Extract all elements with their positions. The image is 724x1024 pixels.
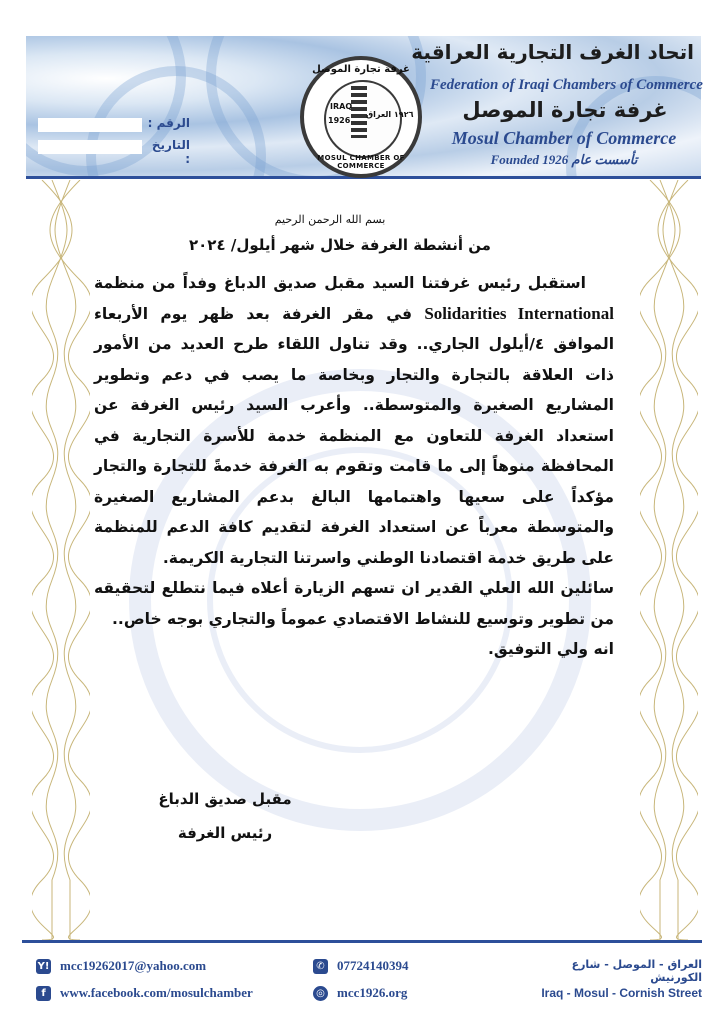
right-border-ornament <box>640 180 698 940</box>
address-arabic: العراق - الموصل - شارع الكورنيش <box>571 958 702 984</box>
seal-year-arabic: ١٩٢٦ العراق <box>366 110 414 119</box>
whatsapp-icon: ✆ <box>313 959 328 974</box>
address-english: Iraq - Mosul - Cornish Street <box>541 986 702 1000</box>
date-redaction <box>38 140 142 154</box>
email-text: mcc19262017@yahoo.com <box>60 958 207 973</box>
phone-contact[interactable] <box>313 958 409 974</box>
signatory-title: رئيس الغرفة <box>177 824 273 842</box>
facebook-contact[interactable] <box>36 985 253 1001</box>
founded-text: Founded 1926 تأسست عام <box>490 152 638 167</box>
facebook-icon: f <box>36 986 51 1001</box>
email-contact[interactable] <box>36 958 206 974</box>
paragraph-2: سائلين الله العلي القدير ان تسهم الزيارة أعلاه فيما نتطلع لتحقيقه من تطوير وتوسيع للنشاط الاقتصادي عموماً والتجاري بوجه خاص.. <box>94 579 614 628</box>
left-border-ornament <box>32 180 90 940</box>
facebook-text: www.facebook.com/mosulchamber <box>60 985 253 1000</box>
website-text: mcc1926.org <box>337 985 408 1000</box>
chamber-name-arabic: غرفة تجارة الموصل <box>462 98 668 122</box>
number-label: الرقم : <box>147 116 190 130</box>
number-redaction <box>38 118 142 132</box>
letter-body <box>94 268 614 665</box>
chamber-name-english: Mosul Chamber of Commerce <box>451 128 677 148</box>
basmala: بسم الله الرحمن الرحيم <box>274 213 386 226</box>
paragraph-3: انه ولي التوفيق. <box>488 640 614 658</box>
seal-top-text: غرفة تجارة الموصل <box>312 64 410 75</box>
seal-iraq-text: IRAQ <box>330 102 353 111</box>
organization-name: Solidarities International <box>424 303 614 323</box>
minaret-icon <box>351 86 367 138</box>
footer-divider <box>22 940 702 943</box>
date-label: التاريخ : <box>151 138 190 166</box>
federation-name-arabic: اتحاد الغرف التجارية العراقية <box>411 40 694 64</box>
paragraph-1-body: في مقر الغرفة بعد ظهر يوم الأربعاء الموافق ٤/أيلول الجاري.. وقد تناول اللقاء طرح العديد من الأمور ذات العلاقة بالتجارة والتجار وبخاصة ما يصب في دعم وتطوير المشاريع الصغيرة والمتوسطة.. وأعرب السيد رئيس الغرفة عن استعداد الغرفة للتعاون مع المنظمة خدمة للأسرة التجارية في المحافظة منوهاً إلى ما قامت وتقوم به الغرفة خدمةً للتجارة والتجار مؤكداً على سعيها واهتمامها البالغ بدعم المشاريع الصغيرة والمتوسطة معرباً عن استعداد الغرفة لتقديم كافة الدعم للمنظمة على طريق خدمة اقتصادنا الوطني واسرتنا التجارية الكريمة. <box>94 304 615 567</box>
paragraph-1 <box>94 268 614 573</box>
chamber-seal-logo <box>300 56 422 178</box>
federation-name-english: Federation of Iraqi Chambers of Commerce <box>430 77 703 93</box>
phone-text: 07724140394 <box>337 958 409 973</box>
signatory-name: مقبل صديق الدباغ <box>158 790 292 808</box>
globe-icon: ◎ <box>313 986 328 1001</box>
seal-bottom-text: MOSUL CHAMBER OF COMMERCE <box>317 154 405 170</box>
yahoo-icon: Y! <box>37 960 50 972</box>
seal-year-text: 1926 <box>328 116 351 125</box>
website-contact[interactable] <box>313 985 407 1001</box>
letter-subject: من أنشطة الغرفة خلال شهر أيلول/ ٢٠٢٤ <box>189 236 491 254</box>
paragraph-1-intro: استقبل رئيس غرفتنا السيد مقبل صديق الدباغ وفداً من منظمة <box>94 274 586 292</box>
